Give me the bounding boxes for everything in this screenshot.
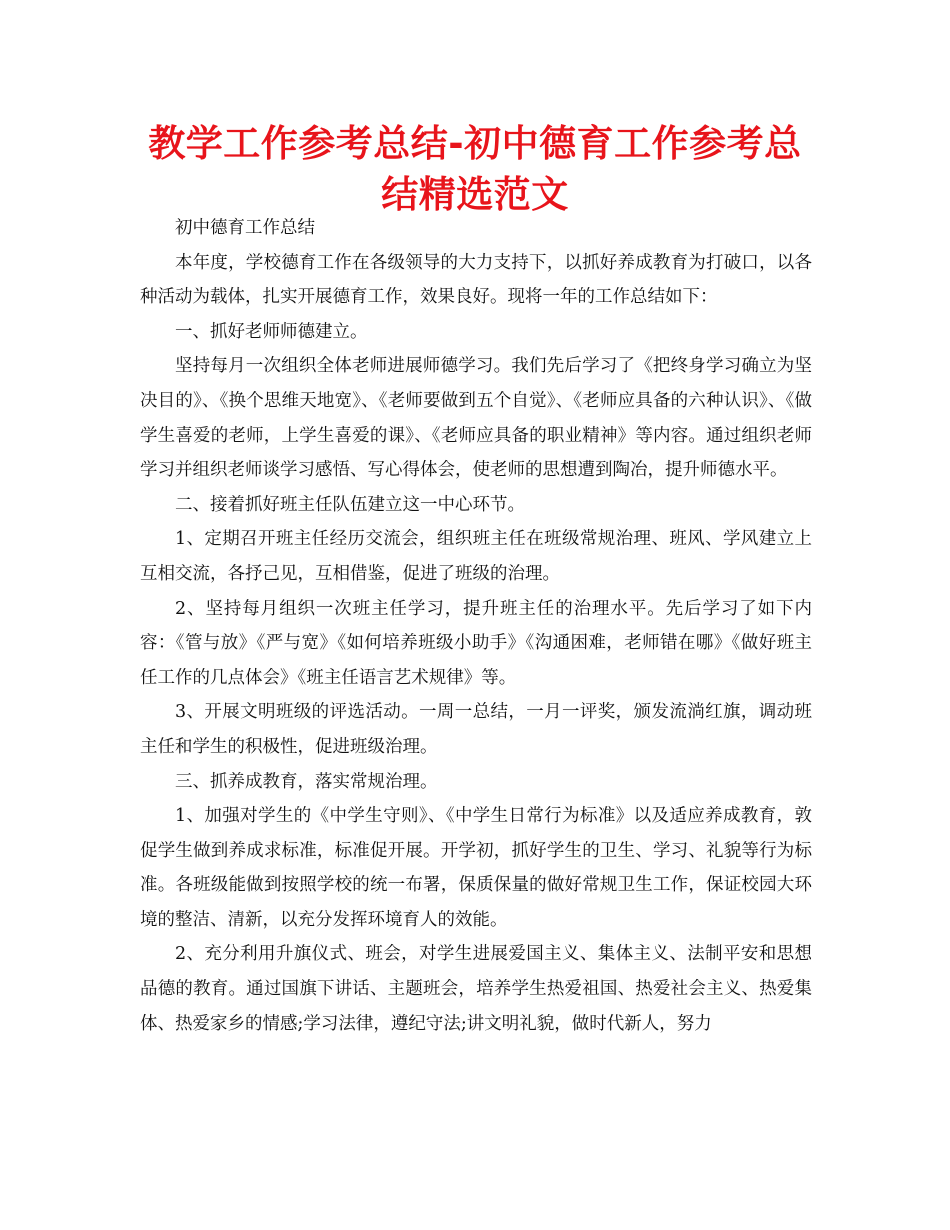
paragraph: 本年度，学校德育工作在各级领导的大力支持下，以抓好养成教育为打破口，以各种活动为载体，扎实开展德育工作，效果良好。现将一年的工作总结如下： xyxy=(140,252,812,308)
paragraph: 2、坚持每月组织一次班主任学习，提升班主任的治理水平。先后学习了如下内容：《管与放》《严与宽》《如何培养班级小助手》《沟通困难，老师错在哪》《做好班主任工作的几点体会》《班主任语言艺术规律》等。 xyxy=(140,598,812,688)
section-heading: 三、抓养成教育，落实常规治理。 xyxy=(175,771,438,792)
paragraph: 3、开展文明班级的评选活动。一周一总结，一月一评奖，颁发流淌红旗，调动班主任和学生的积极性，促进班级治理。 xyxy=(140,702,812,757)
paragraph: 1、定期召开班主任经历交流会，组织班主任在班级常规治理、班风、学风建立上互相交流，各抒己见，互相借鉴，促进了班级的治理。 xyxy=(140,529,812,584)
document-title: 教学工作参考总结-初中德育工作参考总结精选范文 xyxy=(148,122,802,216)
section-heading: 二、接着抓好班主任队伍建立这一中心环节。 xyxy=(175,494,525,515)
paragraph: 1、加强对学生的《中学生守则》、《中学生日常行为标准》以及适应养成教育，敦促学生做到养成求标准，标准促开展。开学初，抓好学生的卫生、学习、礼貌等行为标准。各班级能做到按照学校的统一布署，保质保量的做好常规卫生工作，保证校园大环境的整洁、清新，以充分发挥环境育人的效能。 xyxy=(140,806,812,930)
paragraph: 2、充分利用升旗仪式、班会，对学生进展爱国主义、集体主义、法制平安和思想品德的教育。通过国旗下讲话、主题班会，培养学生热爱祖国、热爱社会主义、热爱集体、热爱家乡的情感;学习法律，遵纪守法;讲文明礼貌，做时代新人，努力 xyxy=(140,944,812,1034)
paragraph-subtitle: 初中德育工作总结 xyxy=(175,218,315,238)
section-heading: 一、抓好老师师德建立。 xyxy=(175,321,368,342)
paragraph: 坚持每月一次组织全体老师进展师德学习。我们先后学习了《把终身学习确立为坚决目的》、《换个思维天地宽》、《老师要做到五个自觉》、《老师应具备的六种认识》、《做学生喜爱的老师，上学生喜爱的课》、《老师应具备的职业精神》等内容。通过组织老师学习并组织老师谈学习感悟、写心得体会，使老师的思想遭到陶冶，提升师德水平。 xyxy=(140,356,812,481)
document-body xyxy=(140,211,812,1041)
